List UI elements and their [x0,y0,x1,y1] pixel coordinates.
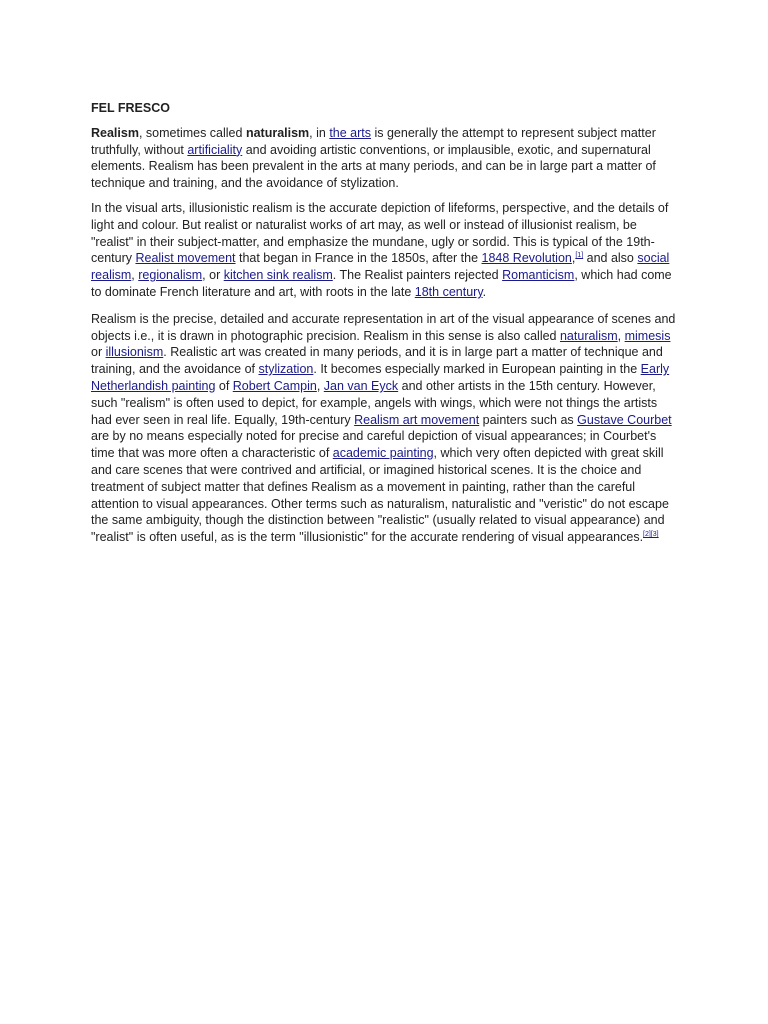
text-run: and avoiding artistic conventions, or implausible, exotic, and supernatural elements. Realism has been prevalent in the arts at many periods, and can be in large part a matter of technique and training, and the avoidance of stylization. [91,142,656,191]
link-regionalism[interactable]: regionalism [138,268,203,283]
link-academic-painting[interactable]: academic painting [332,446,434,461]
text-run: , [571,251,576,266]
text-run: , which had come to dominate French literature and art, with roots in the late [91,268,672,299]
text-run: are by no means especially noted for precise and careful depiction of visual appearances; in Courbet's time that was more often a characteristic of [91,429,657,461]
link-realist-movement[interactable]: Realist movement [135,251,236,266]
text-run: painters such as [479,412,578,427]
link-early-netherlandish-painting[interactable]: Early Netherlandish painting [91,362,670,393]
text-run: , or [202,268,224,283]
text-run: and also [583,251,638,266]
paragraph-intro [91,125,681,192]
text-run: , [316,378,324,393]
footnote-link-1[interactable]: [1] [575,252,584,260]
page-title: FEL FRESCO [91,101,170,115]
link-social-realism[interactable]: social realism [91,251,670,283]
link-1848-revolution[interactable]: 1848 Revolution [481,251,572,266]
text-run: . It becomes especially marked in European painting in the [313,362,641,377]
link-naturalism[interactable]: naturalism [559,328,618,343]
link-18th-century[interactable]: 18th century [414,284,483,299]
text-run: that began in France in the 1850s, after the [235,251,482,266]
link-jan-van-eyck[interactable]: Jan van Eyck [323,378,399,393]
text-run: , [131,268,139,283]
footnote-link-2-3[interactable]: [2][3] [643,530,659,538]
document-body [91,100,681,554]
link-romanticism[interactable]: Romanticism [502,268,575,283]
link-the-arts[interactable]: the arts [329,125,371,140]
paragraph-representation [91,311,681,546]
link-mimesis[interactable]: mimesis [624,328,671,343]
text-run: is generally the attempt to represent subject matter truthfully, without [91,125,656,157]
link-artificiality[interactable]: artificiality [187,142,243,157]
bold-term-naturalism: naturalism [245,125,310,140]
link-illusionism[interactable]: illusionism [105,345,164,360]
text-run: . [482,284,487,299]
text-run: , which very often depicted with great skill and care scenes that were contrived and artificial, or imagined historical scenes. It is the choice and treatment of subject matter that defines Realism as a movement in painting, rather than the careful attention to visual appearances. Other terms such as naturalism, naturalistic and "veristic" do not escape the same ambiguity, though the distinction between "realistic" (usually related to visual appearance) and "realist" is often useful, as is the term "illusionistic" for the accurate rendering of visual appearances. [91,446,669,545]
link-gustave-courbet[interactable]: Gustave Courbet [577,412,672,427]
text-run: , [617,328,625,343]
text-run: or [91,345,106,360]
paragraph-visual-arts [91,200,681,301]
text-run: . Realistic art was created in many periods, and it is in large part a matter of technique and training, and the avoidance of [91,345,663,377]
text-run: , sometimes called [138,125,246,140]
text-run: , in [309,125,330,140]
text-run: of [215,378,233,393]
text-run: and other artists in the 15th century. However, such "realism" is often used to depict, for example, angels with wings, which were not things the artists had ever seen in real life. Equally, 19th-century [91,378,658,427]
link-realism-art-movement[interactable]: Realism art movement [354,412,480,427]
link-kitchen-sink-realism[interactable]: kitchen sink realism [223,268,333,283]
link-robert-campin[interactable]: Robert Campin [232,378,317,393]
text-run: Realism is the precise, detailed and accurate representation in art of the visual appearance of scenes and objects i.e., it is drawn in photographic precision. Realism in this sense is also called [91,311,676,343]
bold-term-realism: Realism [91,125,139,140]
link-stylization[interactable]: stylization [258,362,314,377]
text-run: . The Realist painters rejected [332,268,503,283]
text-run: In the visual arts, illusionistic realism is the accurate depiction of lifeforms, perspective, and the details of light and colour. But realist or naturalist works of art may, as well or instead of illusionist realism, be "realist" in their subject-matter, and emphasize the mundane, ugly or sordid. This is typical of the 19th-century [91,200,669,266]
